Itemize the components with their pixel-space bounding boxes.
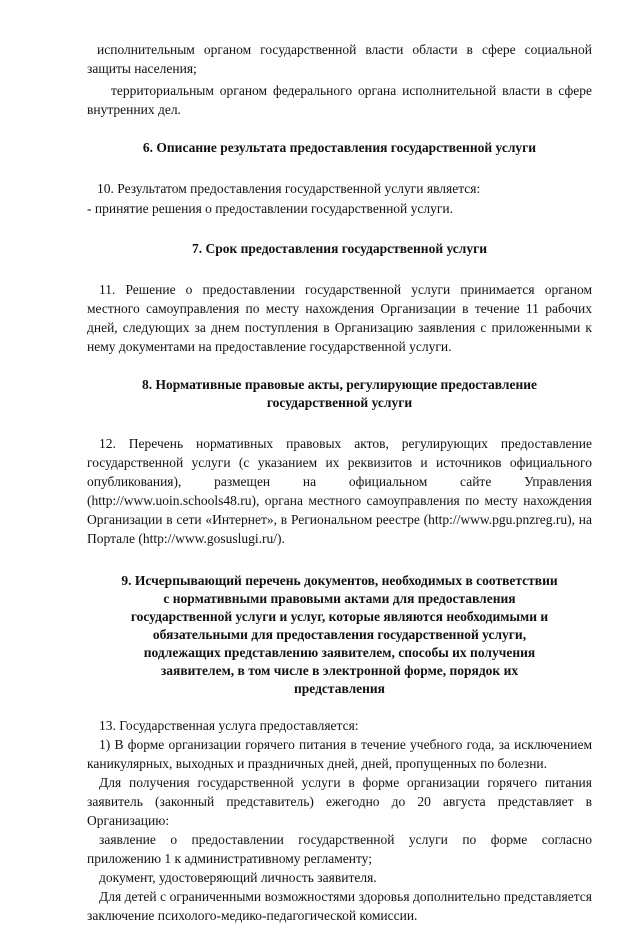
- paragraph-item-13-1: 1) В форме организации горячего питания в течение учебного года, за исключением каникулярных, выходных и праздничных дней, дней, пропущенных по болезни.: [87, 737, 592, 771]
- intro-paragraph-1: исполнительным органом государственной власти области в сфере социальной защиты населения;: [87, 42, 592, 76]
- section-heading-9: 9. Исчерпывающий перечень документов, необходимых в соответствии с нормативными правовыми актами для предоставления государственной услуги и услуг, которые являются необходимыми и обязательными для предоставления государственной услуги, подлежащих представлению заявителем, способы их получения заявителем, в том числе в электронной форме, порядок их представления: [121, 573, 558, 696]
- paragraph-item-13-p2: заявление о предоставлении государственной услуги по форме согласно приложению 1 к административному регламенту;: [87, 832, 592, 866]
- paragraph-item-12: 12. Перечень нормативных правовых актов, регулирующих предоставление государственной услуги (с указанием их реквизитов и источников официального опубликования), размещен на официальном сайте Управления (http://www.uoin.schools48.ru), органа местного самоуправления по месту нахождения Организации в сети «Интернет», в Региональном реестре (http://www.pgu.pnzreg.ru), на Портале (http://www.gosuslugi.ru/).: [87, 436, 592, 546]
- paragraph-item-11: 11. Решение о предоставлении государственной услуги принимается органом местного самоуправления по месту нахождения Организации в течение 11 рабочих дней, следующих за днем поступления в Организацию заявления с приложенными к нему документами на предоставление государственной услуги.: [87, 282, 592, 354]
- intro-paragraph-2: территориальным органом федерального органа исполнительной власти в сфере внутренних дел.: [87, 83, 592, 117]
- paragraph-item-13-p4: Для детей с ограниченными возможностями здоровья дополнительно представляется заключение психолого-медико-педагогической комиссии.: [87, 889, 592, 923]
- paragraph-item-10: 10. Результатом предоставления государственной услуги является:: [97, 181, 481, 196]
- paragraph-item-13-p1: Для получения государственной услуги в форме организации горячего питания заявитель (законный представитель) ежегодно до 20 августа представляет в Организацию:: [87, 775, 592, 828]
- document-page: [87, 40, 592, 925]
- section-heading-8: 8. Нормативные правовые акты, регулирующие предоставление государственной услуги: [141, 377, 538, 410]
- paragraph-item-10-bullet: - принятие решения о предоставлении государственной услуги.: [87, 201, 454, 216]
- section-heading-6: 6. Описание результата предоставления государственной услуги: [142, 140, 537, 155]
- section-heading-7: 7. Срок предоставления государственной услуги: [191, 241, 488, 256]
- paragraph-item-13-p3: документ, удостоверяющий личность заявителя.: [99, 870, 377, 885]
- paragraph-item-13: 13. Государственная услуга предоставляется:: [99, 718, 359, 733]
